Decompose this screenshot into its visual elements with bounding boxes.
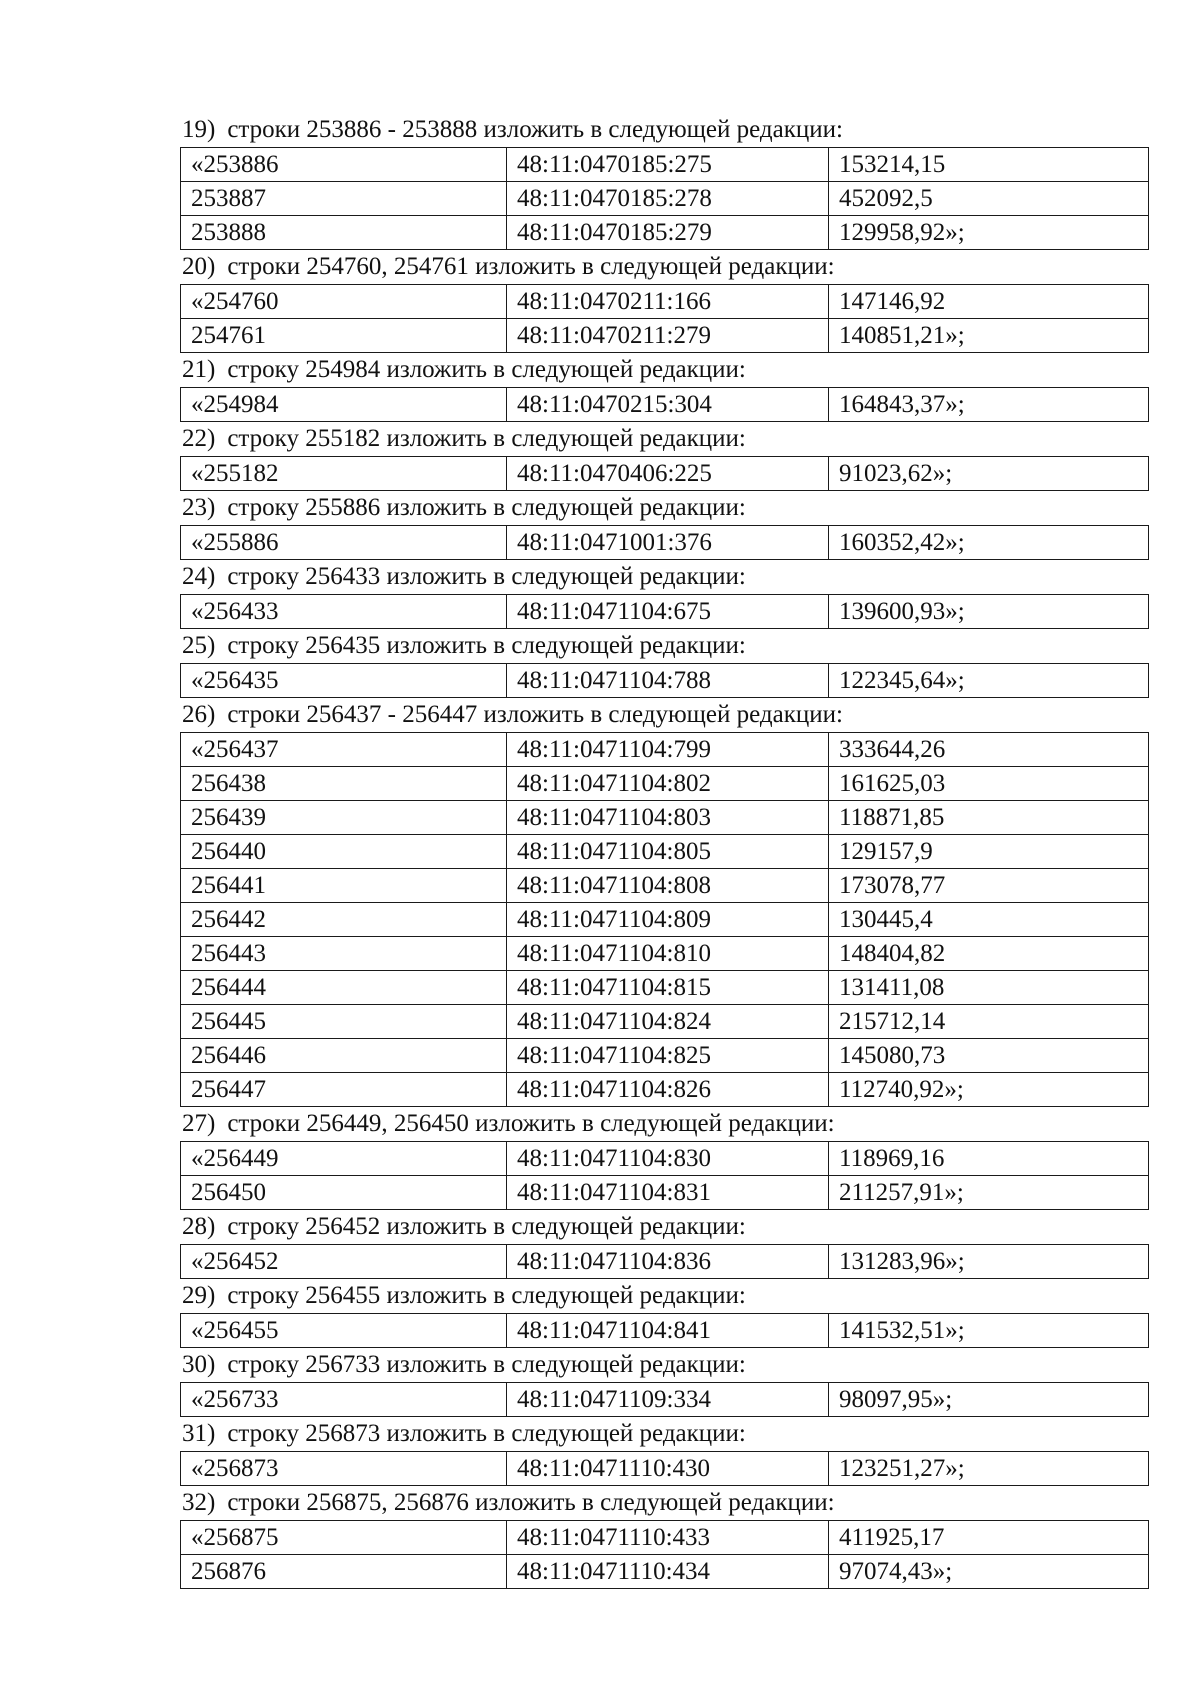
- value-cell: 211257,91»;: [829, 1176, 1149, 1210]
- amendment-instruction: строку 255886 изложить в следующей редакции:: [227, 494, 746, 521]
- cadastral-number-cell: 48:11:0470406:225: [507, 457, 829, 491]
- amendment-instruction: строку 256873 изложить в следующей редакции:: [227, 1420, 746, 1447]
- amendment-heading: [180, 1107, 1150, 1141]
- amendment-heading: [180, 1210, 1150, 1244]
- row-number-cell: 256446: [181, 1039, 507, 1073]
- value-cell: 118871,85: [829, 801, 1149, 835]
- cadastral-number-cell: 48:11:0471109:334: [507, 1383, 829, 1417]
- value-cell: 98097,95»;: [829, 1383, 1149, 1417]
- table-row: [181, 971, 1149, 1005]
- table-row: [181, 733, 1149, 767]
- value-cell: 140851,21»;: [829, 319, 1149, 353]
- cadastral-number-cell: 48:11:0470211:166: [507, 285, 829, 319]
- row-number-cell: 256450: [181, 1176, 507, 1210]
- row-number-cell: 256443: [181, 937, 507, 971]
- amendment-table: [180, 284, 1149, 353]
- value-cell: 452092,5: [829, 182, 1149, 216]
- table-row: [181, 664, 1149, 698]
- cadastral-number-cell: 48:11:0471001:376: [507, 526, 829, 560]
- amendment-number: 26): [182, 701, 216, 728]
- cadastral-number-cell: 48:11:0471110:430: [507, 1452, 829, 1486]
- table-row: [181, 1555, 1149, 1589]
- amendment-heading: [180, 113, 1150, 147]
- amendment-table: [180, 663, 1149, 698]
- value-cell: 130445,4: [829, 903, 1149, 937]
- amendment-table: [180, 387, 1149, 422]
- amendment-number: 31): [182, 1420, 216, 1447]
- table-row: [181, 767, 1149, 801]
- amendment-number: 22): [182, 425, 216, 452]
- amendment-heading: [180, 1486, 1150, 1520]
- amendment-section: [180, 1417, 1150, 1486]
- amendment-table: [180, 1313, 1149, 1348]
- table-row: [181, 1452, 1149, 1486]
- row-number-cell: 256444: [181, 971, 507, 1005]
- table-row: [181, 903, 1149, 937]
- value-cell: 91023,62»;: [829, 457, 1149, 491]
- value-cell: 129958,92»;: [829, 216, 1149, 250]
- row-number-cell: 256441: [181, 869, 507, 903]
- table-row: [181, 1142, 1149, 1176]
- row-number-cell: 253888: [181, 216, 507, 250]
- row-number-cell: «256452: [181, 1245, 507, 1279]
- cadastral-number-cell: 48:11:0471104:810: [507, 937, 829, 971]
- table-row: [181, 1005, 1149, 1039]
- amendment-section: [180, 353, 1150, 422]
- amendment-section: [180, 1486, 1150, 1589]
- amendment-instruction: строку 256452 изложить в следующей редакции:: [227, 1213, 746, 1240]
- cadastral-number-cell: 48:11:0471110:433: [507, 1521, 829, 1555]
- amendment-table: [180, 1382, 1149, 1417]
- cadastral-number-cell: 48:11:0471104:826: [507, 1073, 829, 1107]
- amendment-number: 21): [182, 356, 216, 383]
- amendment-table: [180, 594, 1149, 629]
- amendment-table: [180, 1141, 1149, 1210]
- amendment-instruction: строки 254760, 254761 изложить в следующей редакции:: [227, 253, 835, 280]
- table-row: [181, 1073, 1149, 1107]
- amendment-table: [180, 456, 1149, 491]
- row-number-cell: «256455: [181, 1314, 507, 1348]
- row-number-cell: «253886: [181, 148, 507, 182]
- value-cell: 147146,92: [829, 285, 1149, 319]
- value-cell: 97074,43»;: [829, 1555, 1149, 1589]
- amendment-heading: [180, 250, 1150, 284]
- value-cell: 122345,64»;: [829, 664, 1149, 698]
- amendment-number: 24): [182, 563, 216, 590]
- table-row: [181, 869, 1149, 903]
- table-row: [181, 148, 1149, 182]
- cadastral-number-cell: 48:11:0471110:434: [507, 1555, 829, 1589]
- table-row: [181, 182, 1149, 216]
- value-cell: 129157,9: [829, 835, 1149, 869]
- table-row: [181, 319, 1149, 353]
- amendment-table: [180, 1451, 1149, 1486]
- cadastral-number-cell: 48:11:0471104:788: [507, 664, 829, 698]
- cadastral-number-cell: 48:11:0470185:278: [507, 182, 829, 216]
- table-row: [181, 526, 1149, 560]
- cadastral-number-cell: 48:11:0471104:831: [507, 1176, 829, 1210]
- cadastral-number-cell: 48:11:0471104:675: [507, 595, 829, 629]
- table-row: [181, 1039, 1149, 1073]
- amendment-heading: [180, 698, 1150, 732]
- row-number-cell: «255182: [181, 457, 507, 491]
- amendment-number: 27): [182, 1110, 216, 1137]
- cadastral-number-cell: 48:11:0471104:825: [507, 1039, 829, 1073]
- row-number-cell: 256440: [181, 835, 507, 869]
- table-row: [181, 1245, 1149, 1279]
- value-cell: 164843,37»;: [829, 388, 1149, 422]
- row-number-cell: 253887: [181, 182, 507, 216]
- amendment-instruction: строку 256455 изложить в следующей редакции:: [227, 1282, 746, 1309]
- amendment-heading: [180, 629, 1150, 663]
- amendment-heading: [180, 1417, 1150, 1451]
- amendment-table: [180, 732, 1149, 1107]
- amendment-section: [180, 1107, 1150, 1210]
- row-number-cell: «256873: [181, 1452, 507, 1486]
- amendment-heading: [180, 1348, 1150, 1382]
- value-cell: 131283,96»;: [829, 1245, 1149, 1279]
- table-row: [181, 1314, 1149, 1348]
- row-number-cell: «256435: [181, 664, 507, 698]
- amendment-section: [180, 250, 1150, 353]
- cadastral-number-cell: 48:11:0470215:304: [507, 388, 829, 422]
- row-number-cell: 256445: [181, 1005, 507, 1039]
- value-cell: 145080,73: [829, 1039, 1149, 1073]
- value-cell: 153214,15: [829, 148, 1149, 182]
- cadastral-number-cell: 48:11:0471104:836: [507, 1245, 829, 1279]
- amendment-number: 28): [182, 1213, 216, 1240]
- value-cell: 161625,03: [829, 767, 1149, 801]
- row-number-cell: «256437: [181, 733, 507, 767]
- value-cell: 139600,93»;: [829, 595, 1149, 629]
- row-number-cell: «255886: [181, 526, 507, 560]
- value-cell: 173078,77: [829, 869, 1149, 903]
- cadastral-number-cell: 48:11:0471104:799: [507, 733, 829, 767]
- amendment-instruction: строку 256433 изложить в следующей редакции:: [227, 563, 746, 590]
- row-number-cell: 254761: [181, 319, 507, 353]
- amendment-section: [180, 1348, 1150, 1417]
- amendment-number: 32): [182, 1489, 216, 1516]
- amendment-heading: [180, 422, 1150, 456]
- row-number-cell: «254984: [181, 388, 507, 422]
- value-cell: 215712,14: [829, 1005, 1149, 1039]
- amendment-instruction: строку 256733 изложить в следующей редакции:: [227, 1351, 746, 1378]
- amendment-table: [180, 1244, 1149, 1279]
- value-cell: 131411,08: [829, 971, 1149, 1005]
- amendment-table: [180, 1520, 1149, 1589]
- row-number-cell: 256447: [181, 1073, 507, 1107]
- amendment-number: 29): [182, 1282, 216, 1309]
- table-row: [181, 835, 1149, 869]
- table-row: [181, 1521, 1149, 1555]
- amendment-table: [180, 525, 1149, 560]
- cadastral-number-cell: 48:11:0470185:275: [507, 148, 829, 182]
- amendment-section: [180, 560, 1150, 629]
- cadastral-number-cell: 48:11:0471104:803: [507, 801, 829, 835]
- cadastral-number-cell: 48:11:0471104:841: [507, 1314, 829, 1348]
- value-cell: 112740,92»;: [829, 1073, 1149, 1107]
- value-cell: 333644,26: [829, 733, 1149, 767]
- value-cell: 411925,17: [829, 1521, 1149, 1555]
- row-number-cell: «254760: [181, 285, 507, 319]
- amendment-instruction: строку 254984 изложить в следующей редакции:: [227, 356, 746, 383]
- amendment-section: [180, 113, 1150, 250]
- table-row: [181, 285, 1149, 319]
- cadastral-number-cell: 48:11:0471104:830: [507, 1142, 829, 1176]
- row-number-cell: «256875: [181, 1521, 507, 1555]
- amendment-section: [180, 422, 1150, 491]
- amendment-section: [180, 1279, 1150, 1348]
- value-cell: 148404,82: [829, 937, 1149, 971]
- amendment-number: 20): [182, 253, 216, 280]
- row-number-cell: 256442: [181, 903, 507, 937]
- amendment-section: [180, 698, 1150, 1107]
- amendment-number: 23): [182, 494, 216, 521]
- row-number-cell: 256439: [181, 801, 507, 835]
- cadastral-number-cell: 48:11:0471104:809: [507, 903, 829, 937]
- value-cell: 141532,51»;: [829, 1314, 1149, 1348]
- amendment-instruction: строку 256435 изложить в следующей редакции:: [227, 632, 746, 659]
- table-row: [181, 595, 1149, 629]
- cadastral-number-cell: 48:11:0471104:824: [507, 1005, 829, 1039]
- table-row: [181, 1176, 1149, 1210]
- cadastral-number-cell: 48:11:0471104:802: [507, 767, 829, 801]
- cadastral-number-cell: 48:11:0470211:279: [507, 319, 829, 353]
- amendment-instruction: строки 253886 - 253888 изложить в следующей редакции:: [227, 116, 843, 143]
- amendment-section: [180, 1210, 1150, 1279]
- table-row: [181, 801, 1149, 835]
- table-row: [181, 388, 1149, 422]
- amendment-instruction: строки 256449, 256450 изложить в следующей редакции:: [227, 1110, 835, 1137]
- amendment-number: 30): [182, 1351, 216, 1378]
- cadastral-number-cell: 48:11:0471104:808: [507, 869, 829, 903]
- amendment-instruction: строки 256875, 256876 изложить в следующей редакции:: [227, 1489, 835, 1516]
- row-number-cell: «256449: [181, 1142, 507, 1176]
- cadastral-number-cell: 48:11:0470185:279: [507, 216, 829, 250]
- amendment-table: [180, 147, 1149, 250]
- row-number-cell: 256876: [181, 1555, 507, 1589]
- amendment-heading: [180, 491, 1150, 525]
- table-row: [181, 937, 1149, 971]
- amendment-number: 19): [182, 116, 216, 143]
- table-row: [181, 457, 1149, 491]
- row-number-cell: 256438: [181, 767, 507, 801]
- row-number-cell: «256733: [181, 1383, 507, 1417]
- amendment-heading: [180, 560, 1150, 594]
- document-page: [180, 113, 1150, 1589]
- amendment-section: [180, 629, 1150, 698]
- value-cell: 123251,27»;: [829, 1452, 1149, 1486]
- amendment-section: [180, 491, 1150, 560]
- row-number-cell: «256433: [181, 595, 507, 629]
- cadastral-number-cell: 48:11:0471104:815: [507, 971, 829, 1005]
- table-row: [181, 1383, 1149, 1417]
- amendment-instruction: строку 255182 изложить в следующей редакции:: [227, 425, 746, 452]
- cadastral-number-cell: 48:11:0471104:805: [507, 835, 829, 869]
- amendment-heading: [180, 353, 1150, 387]
- amendment-heading: [180, 1279, 1150, 1313]
- amendment-number: 25): [182, 632, 216, 659]
- value-cell: 118969,16: [829, 1142, 1149, 1176]
- table-row: [181, 216, 1149, 250]
- amendment-instruction: строки 256437 - 256447 изложить в следующей редакции:: [227, 701, 843, 728]
- value-cell: 160352,42»;: [829, 526, 1149, 560]
